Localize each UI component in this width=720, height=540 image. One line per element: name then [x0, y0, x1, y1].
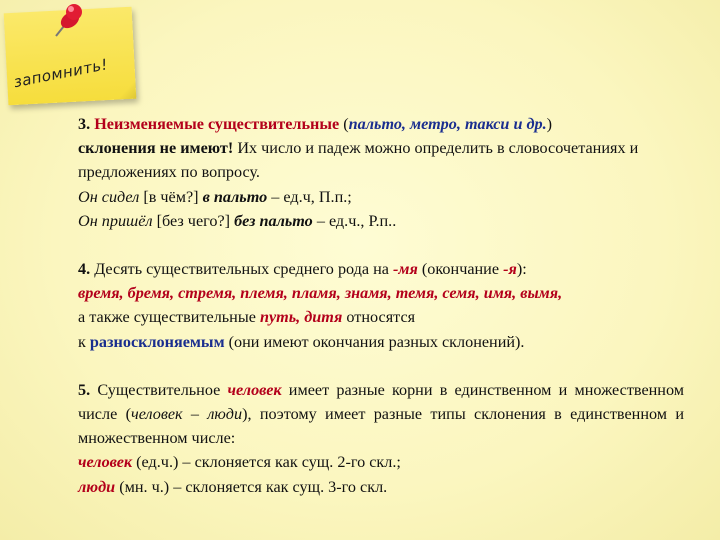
item-4-text-6: к: [78, 332, 90, 351]
item-5-number: 5.: [78, 380, 91, 399]
item-4-text-3: ):: [516, 260, 527, 279]
item-5-line-1: [78, 450, 684, 474]
item-5-text-2: имеет разные корни в единственном и множественном числе (: [78, 380, 684, 424]
spacer: [78, 233, 684, 257]
spacer: [78, 354, 684, 378]
item-4-text-5: относятся: [342, 308, 416, 327]
item-3-heading: [78, 112, 684, 185]
item-4-text-1: Десять существительных среднего рода на: [90, 260, 394, 279]
item-5-w2: люди: [78, 477, 116, 496]
content-block: [78, 112, 684, 499]
item-5-paragraph: [78, 378, 684, 451]
item-4-word-list: время, бремя, стремя, племя, пламя, знамя, темя, семя, имя, вымя,: [78, 284, 563, 303]
ex1-question: [в чём?]: [139, 187, 203, 206]
pushpin-icon: [50, 0, 90, 40]
item-5-w1: человек: [78, 453, 133, 472]
item-5-w2-rest: (мн. ч.) – склоняется как сущ. 3-го скл.: [115, 477, 388, 496]
item-5-text-3: ), поэтому имеет разные типы склонения в единственном и множественном числе:: [78, 405, 684, 448]
ex1-case: – ед.ч, П.п.;: [267, 187, 352, 206]
item-4-suffix-2: -я: [503, 260, 517, 279]
ex1-subject: Он сидел: [78, 187, 140, 206]
item-5-word: человек: [227, 380, 282, 399]
item-4-number: 4.: [78, 260, 91, 279]
item-4-text-2: (окончание: [417, 260, 504, 279]
item-5-line-2: [78, 475, 684, 499]
item-3-number: 3.: [78, 115, 91, 133]
item-4-paragraph: [78, 257, 684, 354]
ex2-case: – ед.ч., Р.п..: [312, 211, 397, 230]
item-3-bold-text: склонения не имеют!: [78, 139, 234, 158]
item-5-w1-rest: (ед.ч.) – склоняется как сущ. 2-го скл.;: [132, 453, 401, 472]
item-4-text-7: (они имеют окончания разных склонений).: [224, 332, 525, 351]
item-5-text-1: Существительное: [90, 380, 228, 399]
item-4-suffix-1: -мя: [393, 260, 418, 279]
item-4-word-list-2: путь, дитя: [259, 308, 343, 327]
item-3-example-1: [78, 185, 684, 209]
item-4-text-4: а также существительные: [78, 308, 260, 327]
sticky-note-text: запомнить!: [12, 55, 110, 92]
ex2-phrase: без пальто: [234, 211, 313, 230]
item-3-paren-close: ): [546, 115, 553, 133]
item-5-pair: человек – люди: [130, 405, 243, 424]
ex2-question: [без чего?]: [152, 211, 235, 230]
sticky-note-curl: [114, 83, 137, 100]
item-3-examples: пальто, метро, такси и др.: [348, 115, 547, 133]
ex1-phrase: в пальто: [202, 187, 268, 206]
item-3-title: Неизменяемые существительные: [94, 115, 340, 133]
ex2-subject: Он пришёл: [78, 211, 153, 230]
item-4-term: разносклоняемым: [89, 332, 225, 351]
item-3-example-2: [78, 209, 684, 233]
item-3-paren-open: (: [343, 115, 349, 133]
item-3-rest: Их число и падеж можно определить в словосочетаниях и предложениях по вопросу.: [78, 139, 639, 182]
